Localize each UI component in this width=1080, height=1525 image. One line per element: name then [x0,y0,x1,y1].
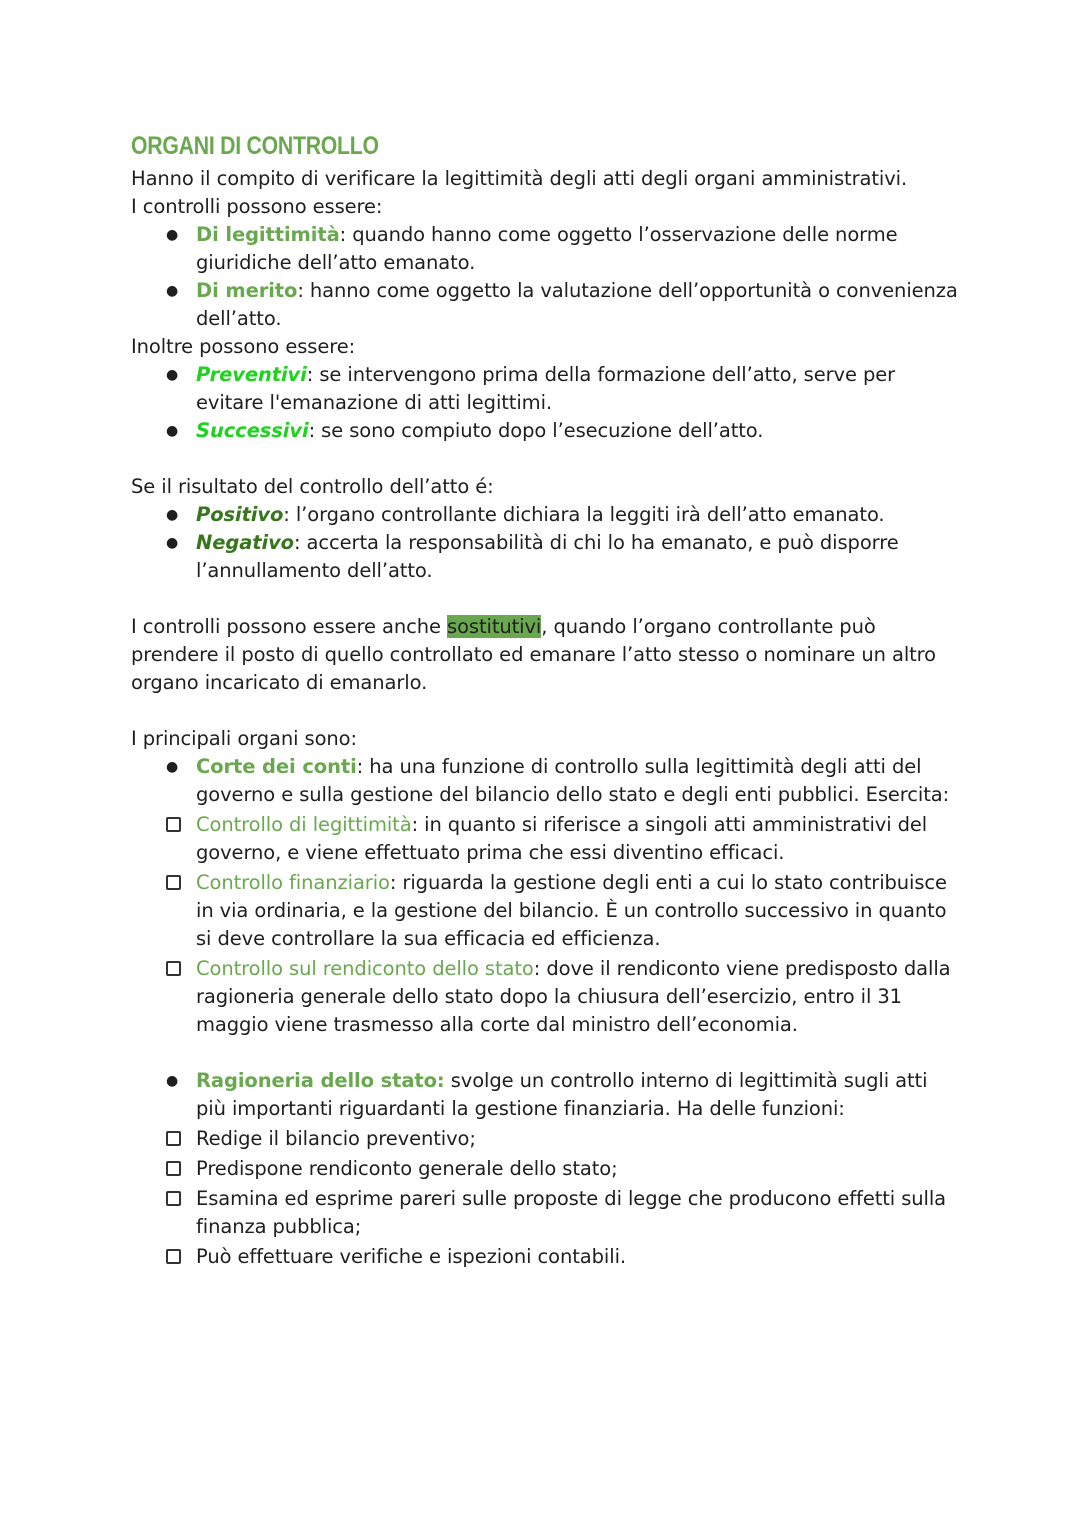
checkbox-icon[interactable] [166,1249,181,1264]
term-negativo: Negativo [196,531,294,554]
list-item [131,361,961,417]
list-item [131,417,961,445]
organi-list [131,753,961,809]
term-merito: Di merito [196,279,298,302]
checklist-text: Redige il bilancio preventivo; [196,1127,476,1150]
spacer [131,1039,961,1067]
list-item [131,277,961,333]
intro-line: I controlli possono essere: [131,195,383,218]
ragioneria-checklist [131,1125,961,1271]
checklist-item [131,1243,961,1271]
checklist-item [131,1125,961,1153]
checkbox-icon[interactable] [166,817,181,832]
checkbox-icon[interactable] [166,1131,181,1146]
list-item [131,529,961,585]
page-title: ORGANI DI CONTROLLO [131,132,379,160]
highlighted-word: sostitutivi [447,615,542,638]
term-description: : l’organo controllante dichiara la leggiti irà dell’atto emanato. [283,503,885,526]
term-legittimita: Di legittimità [196,223,340,246]
checklist-item [131,811,961,867]
spacer [131,585,961,613]
term-successivi: Successivi [196,419,309,442]
paragraph-text: , quando l’organo controllante può prendere il posto di quello controllato ed emanare l’atto stesso o nominare un altro organo incaricato di emanarlo. [131,615,937,694]
timing-list [131,361,961,445]
checkbox-icon[interactable] [166,961,181,976]
sostitutivi-paragraph [131,613,961,697]
result-intro: Se il risultato del controllo dell’atto é: [131,475,494,498]
term-description: : accerta la responsabilità di chi lo ha emanato, e può disporre l’annullamento dell’atto. [196,531,899,582]
checkbox-icon[interactable] [166,875,181,890]
intro-line: Hanno il compito di verificare la legittimità degli atti degli organi amministrativi. [131,167,908,190]
term-preventivi: Preventivi [196,363,307,386]
checkbox-icon[interactable] [166,1191,181,1206]
control-types-list [131,221,961,333]
list-item-corte-dei-conti [131,753,961,809]
term-description: svolge un controllo interno di legittimità sugli atti più importanti riguardanti la gestione finanziaria. Ha delle funzioni: [196,1069,928,1120]
spacer [131,445,961,473]
organi-list-2 [131,1067,961,1123]
term-ragioneria: Ragioneria dello stato: [196,1069,445,1092]
paragraph-text: I controlli possono essere anche [131,615,448,638]
checkbox-icon[interactable] [166,1161,181,1176]
organi-intro: I principali organi sono: [131,727,357,750]
checklist-text: Predispone rendiconto generale dello stato; [196,1157,618,1180]
inoltre-line: Inoltre possono essere: [131,335,356,358]
checklist-text: : riguarda la gestione degli enti a cui lo stato contribuisce in via ordinaria, e la gestione del bilancio. È un controllo successivo in quanto si deve controllare la sua efficacia ed efficienza. [196,871,947,950]
checklist-text: : in quanto si riferisce a singoli atti amministrativi del governo, e viene effettuato prima che essi diventino efficaci. [196,813,928,864]
checklist-term: Controllo finanziario [196,871,390,894]
spacer [131,697,961,725]
term-description: : hanno come oggetto la valutazione dell’opportunità o convenienza dell’atto. [196,279,958,330]
checklist-item [131,869,961,953]
checklist-term: Controllo di legittimità [196,813,412,836]
term-description: : ha una funzione di controllo sulla legittimità degli atti del governo e sulla gestione del bilancio dello stato e degli enti pubblici. Esercita: [196,755,950,806]
list-item [131,501,961,529]
list-item-ragioneria [131,1067,961,1123]
checklist-term: Controllo sul rendiconto dello stato [196,957,534,980]
term-description: : quando hanno come oggetto l’osservazione delle norme giuridiche dell’atto emanato. [196,223,898,274]
checklist-item [131,1155,961,1183]
term-description: : se sono compiuto dopo l’esecuzione dell’atto. [308,419,764,442]
term-description: : se intervengono prima della formazione dell’atto, serve per evitare l'emanazione di atti legittimi. [196,363,896,414]
checklist-text: Può effettuare verifiche e ispezioni contabili. [196,1245,626,1268]
term-corte-dei-conti: Corte dei conti [196,755,357,778]
checklist-text: Esamina ed esprime pareri sulle proposte di legge che producono effetti sulla finanza pubblica; [196,1187,947,1238]
list-item [131,221,961,277]
corte-checklist [131,811,961,1039]
document-body [131,128,961,1271]
checklist-text: : dove il rendiconto viene predisposto dalla ragioneria generale dello stato dopo la chiusura dell’esercizio, entro il 31 maggio viene trasmesso alla corte dal ministro dell’economia. [196,957,951,1036]
term-positivo: Positivo [196,503,284,526]
checklist-item [131,955,961,1039]
checklist-item [131,1185,961,1241]
results-list [131,501,961,585]
